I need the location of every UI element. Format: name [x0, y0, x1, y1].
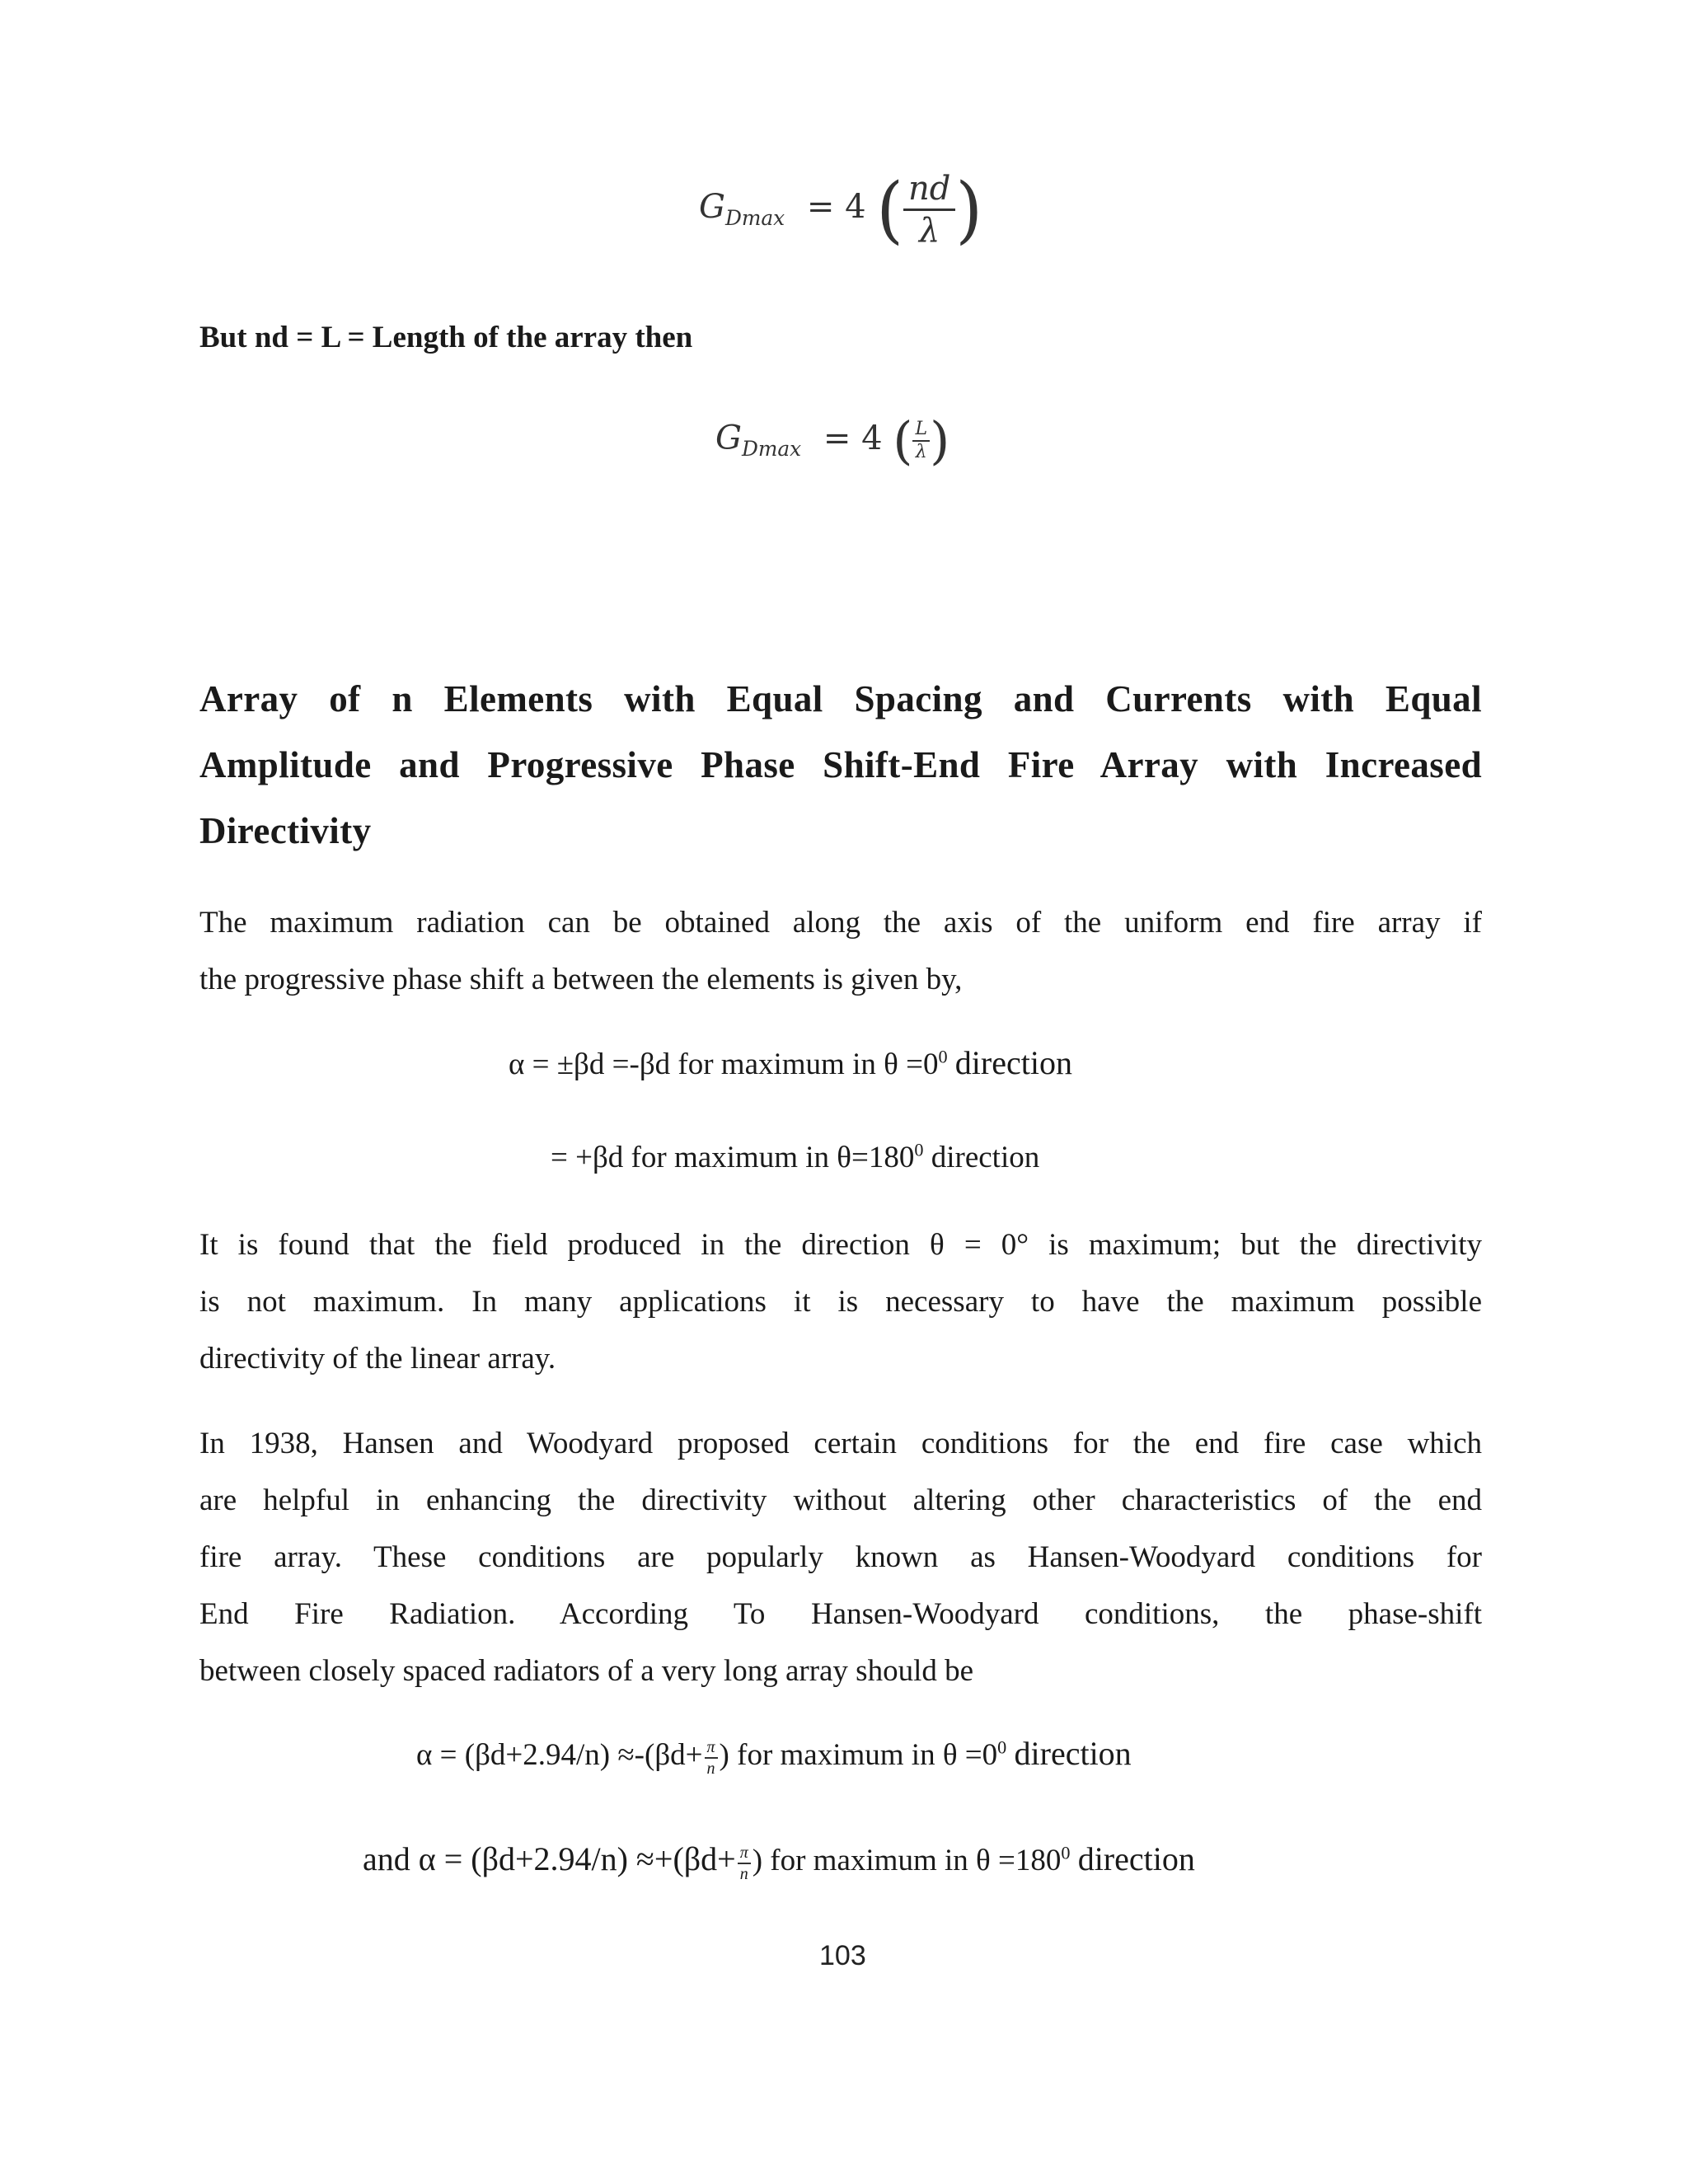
equation-endfire-0deg [509, 1043, 1072, 1082]
formula-1-denominator: λ [919, 211, 940, 250]
paragraph-1 [199, 894, 1482, 1008]
equation-3-tail: direction [1014, 1735, 1132, 1772]
equation-hansen-woodyard-180deg [363, 1840, 1195, 1882]
equation-4-pre: and α = (βd+2.94/n) ≈+(βd+ [363, 1840, 736, 1877]
page-number: 103 [819, 1940, 866, 1971]
equation-3-frac-den: n [706, 1759, 715, 1778]
formula-2-subscript: Dmax [741, 437, 802, 462]
equation-4-post: ) for maximum in θ =180 [752, 1844, 1062, 1877]
formula-1-subscript: Dmax [724, 205, 785, 230]
equation-endfire-180deg [551, 1140, 1039, 1175]
equation-4-frac-num: π [738, 1844, 751, 1864]
paragraph-1-line-1: The maximum radiation can be obtained along the axis of the uniform end fire array if [199, 906, 1482, 940]
paragraph-2 [199, 1216, 1482, 1387]
equation-3-post: ) for maximum in θ =0 [719, 1738, 998, 1772]
paragraph-2-line-3: directivity of the linear array. [199, 1342, 556, 1376]
paragraph-2-line-1: It is found that the field produced in the direction θ = 0° is maximum; but the directivity [199, 1228, 1482, 1262]
section-heading [199, 666, 1482, 864]
formula-gdmax-nd: $G_{Dmax} = 4$ ( $\frac{nd}{\lambda}$ ) [699, 166, 983, 252]
formula-2-denominator: λ [915, 441, 927, 462]
formula-2-lhs: G [715, 419, 742, 457]
equation-3-superscript: 0 [997, 1736, 1007, 1758]
equation-2-text: = +βd for maximum in θ=180 [551, 1141, 915, 1174]
equation-3-pre: α = (βd+2.94/n) ≈-(βd+ [416, 1738, 703, 1772]
equation-4-superscript: 0 [1061, 1842, 1071, 1863]
equation-2-tail: direction [931, 1141, 1040, 1174]
paragraph-2-line-2: is not maximum. In many applications it is necessary to have the maximum possible [199, 1285, 1482, 1319]
paragraph-1-line-2: the progressive phase shift a between the elements is given by, [199, 963, 963, 996]
equation-3-frac-num: π [705, 1739, 718, 1759]
equation-4-frac-den: n [739, 1864, 748, 1883]
formula-1-numerator: nd [903, 172, 955, 211]
formula-2-equals: = 4 [823, 419, 883, 457]
paragraph-3-line-5: between closely spaced radiators of a very long array should be [199, 1654, 974, 1688]
equation-2-superscript: 0 [914, 1139, 924, 1160]
heading-line-3: Directivity [199, 810, 372, 851]
formula-1-lhs: G [699, 188, 725, 226]
heading-line-1: Array of n Elements with Equal Spacing and Currents with Equal [199, 678, 1482, 719]
equation-1-tail: direction [954, 1044, 1072, 1081]
array-length-statement: But nd = L = Length of the array then [199, 321, 693, 354]
equation-1-superscript: 0 [938, 1046, 948, 1067]
equation-4-tail: direction [1077, 1840, 1195, 1877]
paragraph-3 [199, 1415, 1482, 1699]
formula-1-equals: = 4 [806, 188, 866, 226]
paragraph-3-line-1: In 1938, Hansen and Woodyard proposed certain conditions for the end fire case which [199, 1427, 1482, 1460]
equation-hansen-woodyard-0deg [416, 1734, 1132, 1777]
formula-2-numerator: L [912, 420, 930, 442]
equation-1-text: α = ±βd =-βd for maximum in θ =0 [509, 1047, 939, 1081]
formula-gdmax-l: $G_{Dmax} = 4$ ( $\frac{L}{\lambda}$ ) [715, 410, 950, 471]
heading-line-2: Amplitude and Progressive Phase Shift-End Fire Array with Increased [199, 744, 1482, 785]
paragraph-3-line-3: fire array. These conditions are popularly known as Hansen-Woodyard conditions for [199, 1540, 1482, 1574]
paragraph-3-line-2: are helpful in enhancing the directivity without altering other characteristics of the end [199, 1483, 1482, 1517]
paragraph-3-line-4: End Fire Radiation. According To Hansen-Woodyard conditions, the phase-shift [199, 1597, 1482, 1631]
